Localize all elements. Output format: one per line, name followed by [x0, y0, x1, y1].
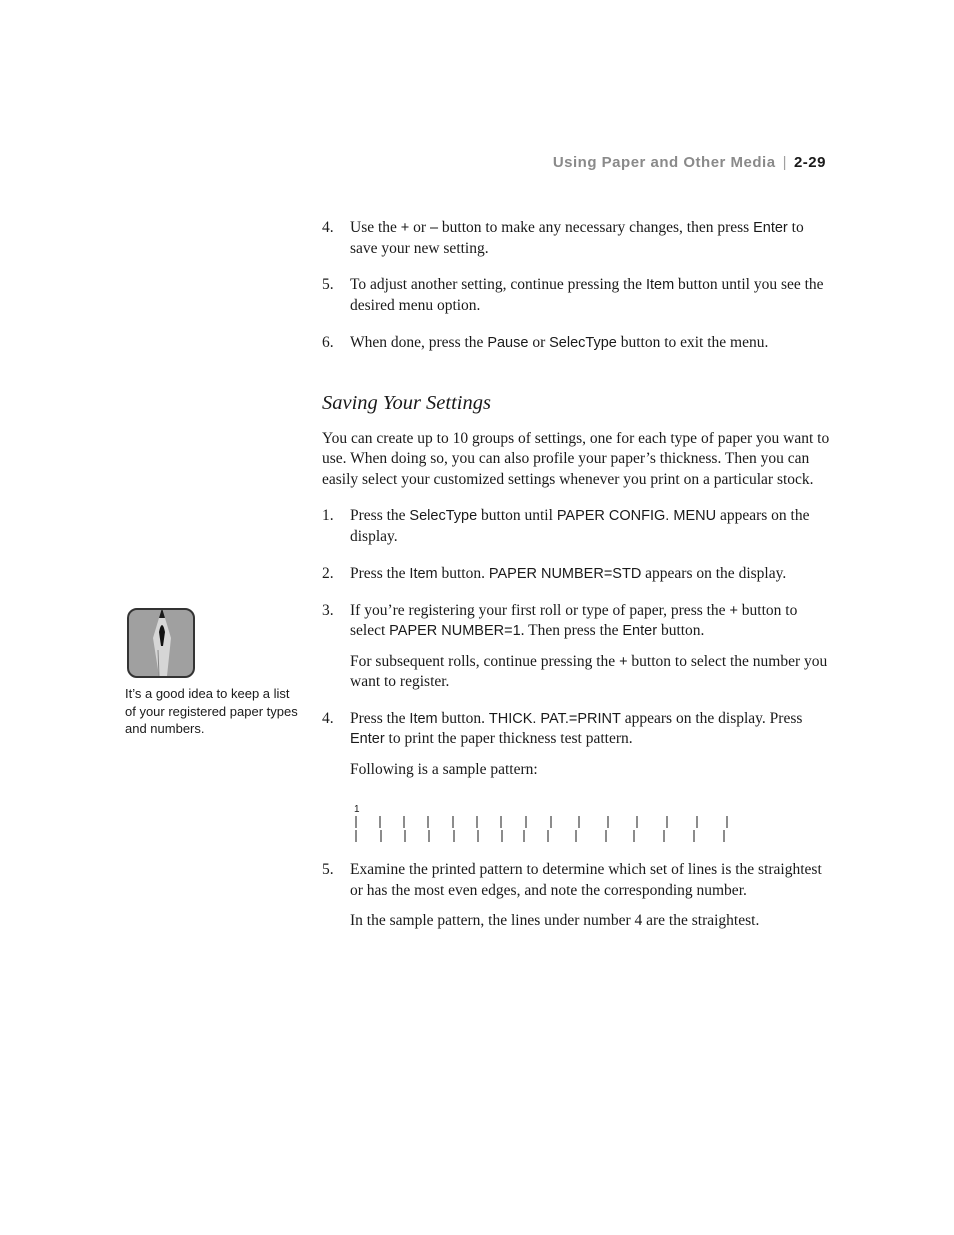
step-1 [322, 506, 832, 547]
header-separator: | [782, 154, 787, 171]
enter-key: Enter [350, 731, 385, 747]
step-text: Press the [350, 507, 410, 524]
section-title: Using Paper and Other Media [552, 154, 776, 171]
plus-key: + [400, 220, 410, 236]
step-3 [322, 601, 832, 693]
step-text: button to make any necessary changes, then press [438, 219, 754, 236]
step-text: appears on the display. [641, 565, 787, 582]
section-heading: Saving Your Settings [322, 391, 491, 414]
plus-key: + [619, 653, 628, 670]
step-text: button. [657, 622, 705, 639]
step-number: 4. [322, 219, 334, 236]
pattern-label: 1 [354, 804, 360, 815]
step-text: Use the [350, 219, 401, 236]
step-number: 2. [322, 565, 334, 582]
step-text: button to exit the menu. [616, 334, 769, 351]
step-number: 5. [322, 276, 334, 293]
step-text: Press the [350, 565, 410, 582]
step-number: 3. [322, 601, 334, 619]
step-number: 5. [322, 861, 334, 878]
selectype-key: SelecType [409, 508, 478, 524]
step-top-6 [322, 333, 832, 354]
step-text: Press the [350, 709, 410, 727]
step-text: For subsequent rolls, continue pressing the [350, 652, 620, 670]
pause-key: Pause [487, 335, 529, 351]
pencil-note-icon [127, 608, 195, 678]
display-message: PAPER NUMBER=1 [389, 623, 521, 639]
step-text: or [528, 334, 550, 351]
step-5 [322, 860, 832, 932]
sample-pattern [350, 780, 832, 860]
minus-key: – [429, 220, 439, 236]
step-text: button. [437, 565, 489, 582]
step-text: button. [437, 709, 489, 727]
step-text: button to select the number you want to register. [350, 652, 828, 690]
step-text: Examine the printed pattern to determine which set of lines is the straightest or has the most even edges, and note the corresponding number. [350, 861, 822, 899]
step-3-subparagraph [350, 652, 832, 693]
step-number: 4. [322, 709, 334, 727]
display-message: PAPER CONFIG. MENU [556, 508, 717, 524]
step-text: . Then press the [520, 622, 623, 639]
display-message: PAPER NUMBER=STD [488, 566, 642, 582]
enter-key: Enter [622, 623, 658, 639]
step-text: appears on the display. [350, 507, 810, 545]
step-top-4 [322, 218, 832, 259]
main-content [322, 218, 832, 932]
step-text: to save your new setting. [350, 219, 804, 257]
step-text: button until you see the desired menu option. [350, 276, 824, 314]
step-text: or [409, 219, 430, 236]
step-text: appears on the display. Press [620, 709, 803, 727]
note-text: It’s a good idea to keep a list of your registered paper types and numbers. [125, 686, 298, 736]
display-message: THICK. PAT.=PRINT [488, 710, 621, 727]
step-2 [322, 564, 832, 585]
step-text: to print the paper thickness test pattern. [384, 730, 633, 747]
step-text: button to select [350, 601, 798, 639]
running-header [553, 154, 826, 171]
plus-key: + [729, 602, 738, 619]
step-text: To adjust another setting, continue pressing the [350, 276, 646, 293]
step-number: 1. [322, 507, 334, 524]
step-text: button until [477, 507, 557, 524]
intro-paragraph: You can create up to 10 groups of settings, one for each type of paper you want to use. When doing so, you can also profile your paper’s thickness. Then you can easily select your customized settings whenever you print on a particular stock. [322, 429, 830, 488]
item-key: Item [409, 710, 438, 727]
page-number: 2-29 [793, 154, 826, 171]
selectype-key: SelecType [549, 335, 617, 351]
step-number: 6. [322, 334, 334, 351]
step-4 [322, 709, 832, 781]
item-key: Item [409, 566, 438, 582]
step-text: If you’re registering your first roll or type of paper, press the [350, 601, 730, 619]
item-key: Item [645, 277, 675, 293]
step-top-5 [322, 275, 832, 316]
margin-note [125, 608, 300, 738]
step-text: When done, press the [350, 334, 488, 351]
enter-key: Enter [753, 220, 788, 236]
step-4-subparagraph: Following is a sample pattern: [350, 760, 538, 778]
pattern-lines [350, 816, 810, 846]
step-5-subparagraph: In the sample pattern, the lines under number 4 are the straightest. [350, 912, 760, 929]
